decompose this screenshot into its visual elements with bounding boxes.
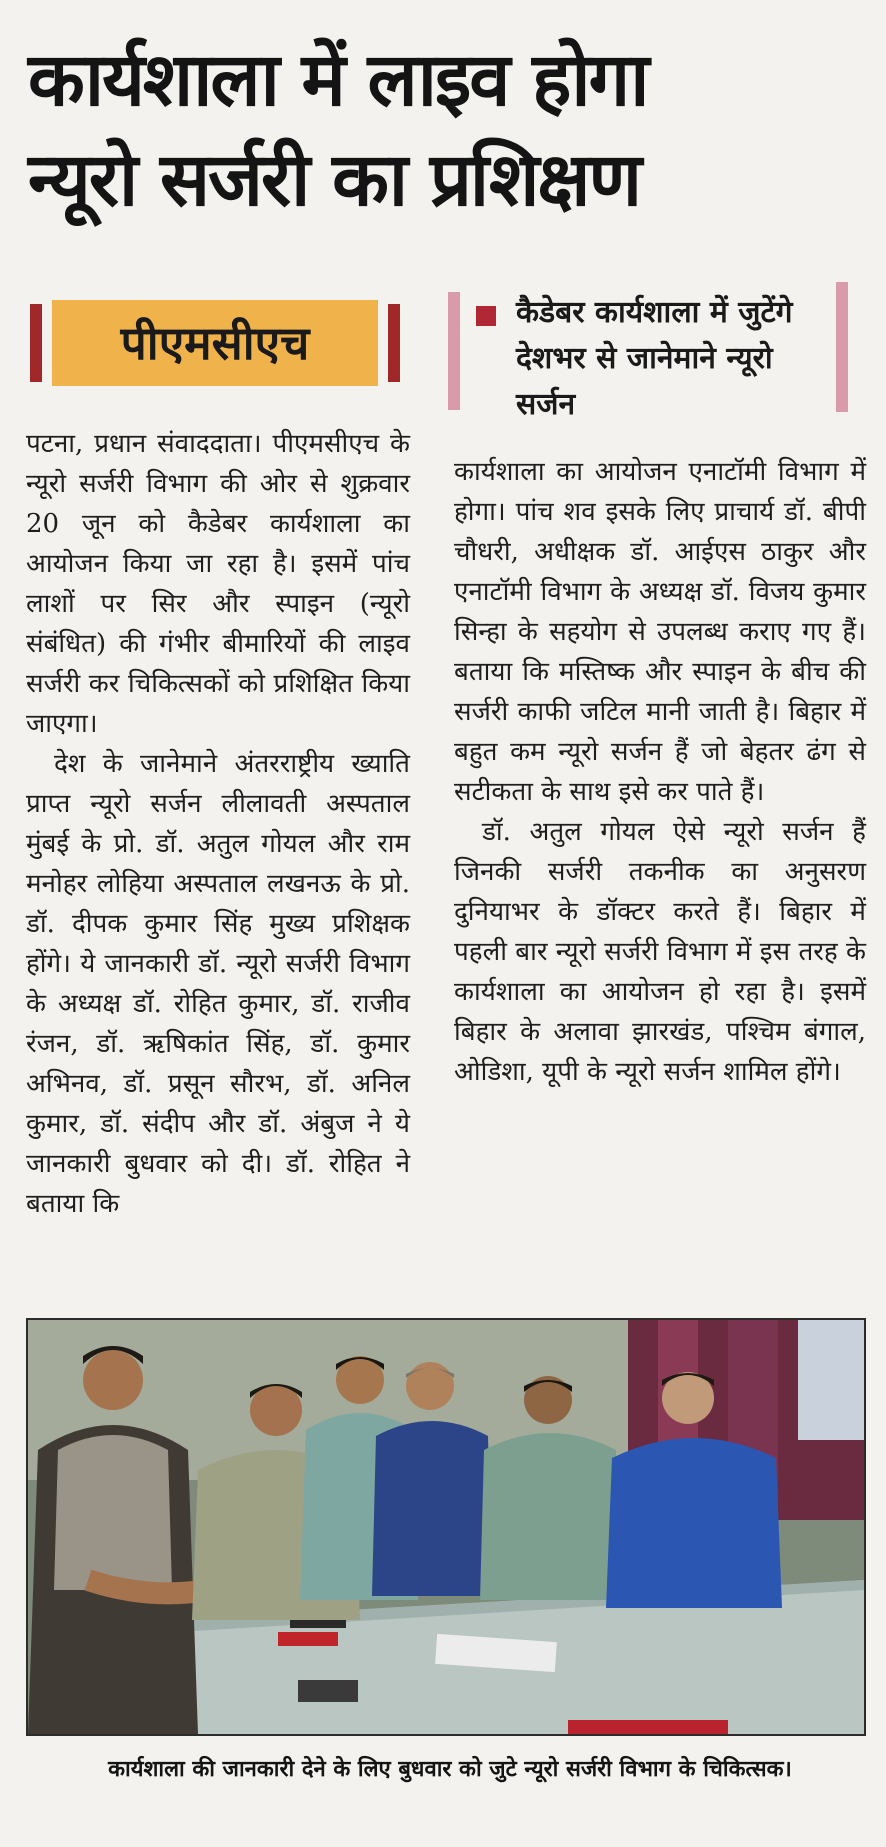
headline-line-1: कार्यशाला में लाइव होगा — [28, 37, 648, 123]
kicker-tag — [30, 300, 400, 386]
deck-left-bar — [448, 292, 460, 410]
article-paragraph: देश के जानेमाने अंतरराष्ट्रीय ख्याति प्राप्त न्यूरो सर्जन लीलावती अस्पताल मुंबई के प्रो. डॉ. अतुल गोयल और राम मनोहर लोहिया अस्पताल लखनऊ के प्रो. डॉ. दीपक कुमार सिंह मुख्य प्रशिक्षक होंगे। ये जानकारी डॉ. न्यूरो सर्जरी विभाग के अध्यक्ष डॉ. रोहित कुमार, डॉ. राजीव रंजन, डॉ. ऋषिकांत सिंह, डॉ. कुमार अभिनव, डॉ. प्रसून सौरभ, डॉ. अनिल कुमार, डॉ. संदीप और डॉ. अंबुज ने ये जानकारी बुधवार को दी। डॉ. रोहित ने बताया कि — [26, 749, 410, 1219]
deck-right-bar — [836, 282, 848, 412]
kicker-left-bar — [30, 304, 42, 382]
deck-text: कैडेबर कार्यशाला में जुटेंगे देशभर से जानेमाने न्यूरो सर्जन — [516, 295, 793, 422]
headline-line-2: न्यूरो सर्जरी का प्रशिक्षण — [28, 137, 640, 223]
article-paragraph: पटना, प्रधान संवाददाता। पीएमसीएच के न्यूरो सर्जरी विभाग की ओर से शुक्रवार 20 जून को कैडेबर कार्यशाला का आयोजन किया जा रहा है। इसमें पांच लाशों पर सिर और स्पाइन (न्यूरो संबंधित) की गंभीर बीमारियों की लाइव सर्जरी कर चिकित्सकों को प्रशिक्षित किया जाएगा। — [26, 429, 410, 739]
news-photo — [26, 1318, 866, 1736]
subheadline-deck — [448, 282, 848, 430]
kicker-label: पीएमसीएच — [52, 300, 378, 386]
article-column-right — [454, 452, 866, 1092]
deck-bullet-square — [476, 306, 496, 326]
article-paragraph: डॉ. अतुल गोयल ऐसे न्यूरो सर्जन हैं जिनकी सर्जरी तकनीक का अनुसरण दुनियाभर के डॉक्टर करते हैं। बिहार में पहली बार न्यूरो सर्जरी विभाग में इस तरह के कार्यशाला का आयोजन हो रहा है। इसमें बिहार के अलावा झारखंड, पश्चिम बंगाल, ओडिशा, यूपी के न्यूरो सर्जन शामिल होंगे। — [454, 817, 866, 1087]
article-column-left — [26, 424, 410, 1224]
photo-caption: कार्यशाला की जानकारी देने के लिए बुधवार को जुटे न्यूरो सर्जरी विभाग के चिकित्सक। — [108, 1757, 792, 1782]
article-paragraph: कार्यशाला का आयोजन एनाटॉमी विभाग में होगा। पांच शव इसके लिए प्राचार्य डॉ. बीपी चौधरी, अधीक्षक डॉ. आईएस ठाकुर और एनाटॉमी विभाग के अध्यक्ष डॉ. विजय कुमार सिन्हा के सहयोग से उपलब्ध कराए गए हैं। बताया कि मस्तिष्क और स्पाइन के बीच की सर्जरी काफी जटिल मानी जाती है। बिहार में बहुत कम न्यूरो सर्जन हैं जो बेहतर ढंग से सटीकता के साथ इसे कर पाते हैं। — [454, 457, 866, 807]
kicker-right-bar — [388, 304, 400, 382]
photo-illustration — [28, 1320, 864, 1734]
headline — [28, 30, 868, 230]
